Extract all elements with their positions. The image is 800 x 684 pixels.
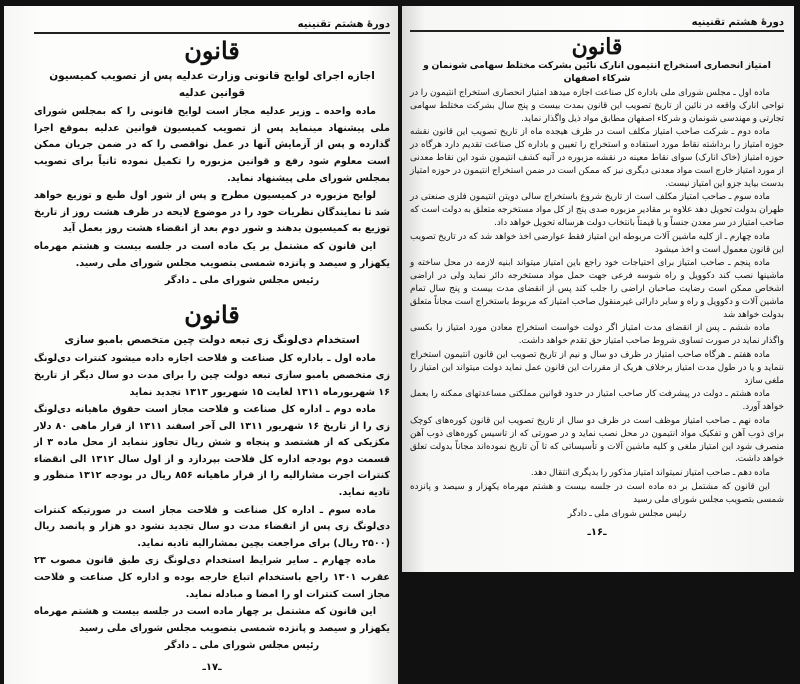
signature: رئیس مجلس شورای ملی ـ دادگر [567,508,687,519]
law-article: ماده اول ـ مجلس شورای ملی باداره کل صناعت اجازه میدهد امتیاز انحصاری استخراج انتیمون را در نواحی انارک واقعه در نائین از تاریخ تصویب این قانون بمدت بیست و پنج سال بشرکت مختلط سهامی تجارتی و مهندسی شونمان و شرکاء اصفهان مطابق مواد ذیل واگذار نماید. [410,88,784,124]
page-number: ـ۱۶ـ [587,527,607,539]
page-header: دورهٔ هشتم تقنینیه [691,17,784,28]
law-article: ماده واحده ـ وزیر عدلیه مجاز است لوایح قانونی را که بمجلس شورای ملی پیشنهاد مینماید پس از تصویب کمیسیون قوانین عدلیه بموقع اجرا گذارده و پس از آزمایش آنها در عمل نواقصی را که در ضمن جریان ممکن است معلوم شود رفع و قوانین مزبوره را تکمیل نموده ثانیاً برای تصویب بمجلس شورای ملی پیشنهاد نماید. [34,106,390,184]
law-article: ماده ششم ـ پس از انقضای مدت امتیاز اگر دولت خواست استخراج معادن مورد امتیاز را بکسی واگذار نماید در صورت تساوی شروط صاحب امتیاز حق تقدم خواهد داشت. [410,323,784,347]
page-header: دورهٔ هشتم تقنینیه [297,19,390,30]
law-article: ماده چهارم ـ سایر شرایط استخدام دی‌لونگ زی طبق قانون مصوب ۲۳ عقرب ۱۳۰۱ راجع باستخدام اتباع خارجه بوده و اداره کل صناعت و فلاحت مجاز است کنترات او را امضا و مبادله نماید. [34,555,390,600]
law-article: ماده سوم ـ اداره کل صناعت و فلاحت مجاز است در صورتیکه کنترات دی‌لونگ زی پس از انقضاء مدت دو سال تجدید نشود دو هزار و پانصد ریال (۲۵۰۰ ریال) برای مراجعت بچین بمشارالیه تادیه نماید. [34,504,390,549]
signature: رئیس مجلس شورای ملی ـ دادگر [164,275,320,287]
law-article: ماده هفتم ـ هرگاه صاحب امتیاز در ظرف دو سال و نیم از تاریخ تصویب این قانون انتیمون استخراج ننماید و یا در طول مدت امتیاز برخلاف هریک از مقررات این قانون عمل نماید دولت میتواند این امتیاز را ملغی سازد [410,349,784,386]
section-gap [34,290,390,300]
law-article: ماده هشتم ـ دولت در پیشرفت کار صاحب امتیاز در حدود قوانین مملکتی مساعدتهای ممکنه را بعمل خواهد آورد. [410,389,784,413]
law-title: قانون [571,34,623,60]
law-title: قانون [184,36,240,65]
law-subtitle: اجازه اجرای لوایح قانونی وزارت عدلیه پس از تصویب کمیسیون قوانین عدلیه [49,70,375,99]
law-article: این قانون که مشتمل بر ده ماده است در جلسه بیست و هشتم مهرماه یکهزار و سیصد و پانزده شمسی بتصویب مجلس شورای ملی رسید [410,481,784,505]
law-article: ماده دهم ـ صاحب امتیاز نمیتواند امتیاز مذکور را بدیگری انتقال دهد. [530,468,770,479]
law-article: این قانون که مشتمل بر یک ماده است در جلسه بیست و هشتم مهرماه یکهزار و سیصد و پانزده شمسی بتصویب مجلس شورای ملی رسید. [34,240,390,269]
left-page [4,6,398,684]
law-article: ماده چهارم ـ از کلیه ماشین آلات مربوطه این امتیاز فقط عوارضی اخذ خواهد شد که در تاریخ تصویب این قانون معمول است و اخذ میشود [410,231,784,255]
law-article: ماده نهم ـ صاحب امتیاز موظف است در ظرف دو سال از تاریخ تصویب این قانون کوره‌های کوچک برای ذوب آهن و تفکیک مواد انتیمون در محل نصب نماید و در صورتی که از تاسیس کوره‌های ذوب آهن منصرف شود این امتیاز ملغی و کلیه ماشین آلات و تأسیساتی که تا آن تاریخ نموده‌اند مجاناً بدولت تعلق خواهد داشت. [410,415,784,465]
law-title: قانون [184,299,240,329]
law-article: ماده دوم ـ اداره کل صناعت و فلاحت مجاز است حقوق ماهیانه دی‌لونگ زی را از تاریخ ۱۶ شهریور ۱۳۱۱ الی آخر اسفند ۱۳۱۱ از قرار ماهی ۸۰ دلار مکزیکی که از هشتصد و پنجاه و شش ریال تجاوز ننماید از محل ماده ۳ از قسمت دوم بودجه اداره کل فلاحت بپردازد و از اول سال ۱۳۱۲ الی انقضاء کنترات اجرت مشارالیه را از قرار ماهیانه ۸۵۶ ریال در بودجه ۱۳۱۲ منظور و تادیه نماید. [34,404,390,499]
law-article: ماده پنجم ـ صاحب امتیاز برای احتیاجات خود راجع باین امتیاز میتواند ابنیه لازمه در محل ساخته و ماشینها نصب کند دکوویل و راه شوسه فرعی جهت حمل مواد مستخرجه دائر نماید ولی در اراضی اشخاص ممکن است رضایت صاحبان اراضی را جلب کند پس از انقضای مدت بیست و پنج سال تمام ماشین آلات و دکوویل و راه و سایر دارائی غیرمنقول صاحب امتیاز که مربوط باستخراج است مجاناً متعلق بدولت خواهد شد [410,258,784,320]
signature: رئیس مجلس شورای ملی ـ دادگر [164,640,320,652]
law-article: این قانون که مشتمل بر چهار ماده است در جلسه بیست و هشتم مهرماه یکهزار و سیصد و پانزده شمسی بتصویب مجلس شورای ملی رسید [34,606,390,634]
law-article: ماده سوم ـ صاحب امتیاز مکلف است از تاریخ شروع باستخراج سالی دویتن انتیمون فلزی صنعتی در طهران بدولت تحویل دهد علاوه بر مقادیر مزبوره صدی پنج از کل مواد مستخرجه متعلق به دولت است که صاحب امتیاز در سر معدن جنساً و یا قیمتاً بانتخاب دولت هرساله تحویل خواهد داد. [410,192,784,228]
header-rule [34,32,390,34]
law-article: ماده اول ـ باداره کل صناعت و فلاحت اجازه داده میشود کنترات دی‌لونگ زی متخصص بامبو سازی تبعه دولت چین را برای مدت دو سال دیگر از تاریخ ۱۶ شهریورماه ۱۳۱۱ لغایت ۱۵ شهریور ۱۳۱۳ تجدید نماید [34,353,390,398]
right-page [402,6,794,572]
law-article: ماده دوم ـ شرکت صاحب امتیاز مکلف است در ظرف هیجده ماه از تاریخ تصویب این قانون نقشه حوزه امتیاز را برداشته نقاط مورد استفاده و استخراج را تعیین و باداره کل صناعت تقدیم دارد هرگاه در حوزه امتیاز (خاک انارک) سوای نقاط معینه در نقشه مزبوره در آتیه کشف انتیمون شود این نقاط معدنی از مورد امتیاز خارج است مواد معدنی دیگری نیز که ممکن است در ضمن استخراج انتیمون در حوزه امتیاز بدست بیاید جزو این امتیاز نیست. [410,127,784,189]
header-rule [410,30,784,32]
page-content [410,34,784,520]
law-subtitle: امتیاز انحصاری استخراج انتیمون انارک نائین بشرکت مختلط سهامی شونمان و شرکاء اصفهان [423,60,771,84]
page-number: ـ۱۷ـ [202,662,222,673]
law-article: لوایح مزبوره در کمیسیون مطرح و پس از شور اول طبع و توزیع خواهد شد تا نمایندگان نظریات خود را در موضوع لایحه در ظرف هشت روز از تاریخ توزیع به کمیسیون بدهند و شور دوم بعد از انقضاء هشت روز بعمل آید [34,190,390,235]
page-content [34,36,390,655]
law-subtitle: استخدام دی‌لونگ زی تبعه دولت چین متخصص بامبو سازی [64,333,360,346]
